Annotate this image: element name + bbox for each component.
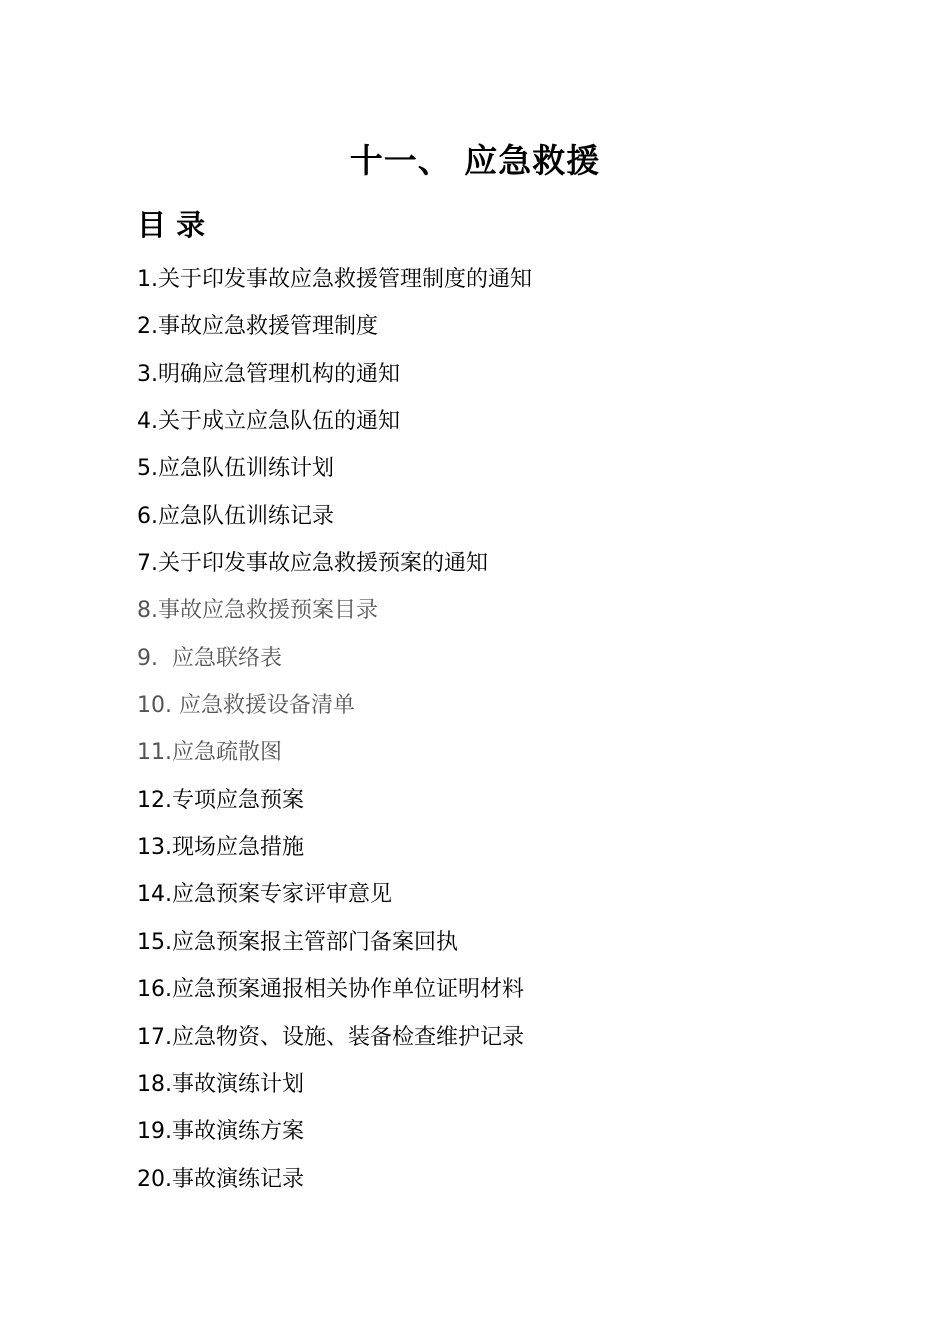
toc-item: 20.事故演练记录 <box>137 1166 304 1192</box>
toc-item: 19.事故演练方案 <box>137 1119 304 1145</box>
toc-item: 5.应急队伍训练计划 <box>137 456 334 482</box>
page-title: 十一、 应急救援 <box>349 141 601 180</box>
toc-item: 6.应急队伍训练记录 <box>137 503 334 529</box>
toc-item: 13.现场应急措施 <box>137 835 304 861</box>
toc-item: 18.事故演练计划 <box>137 1071 304 1097</box>
toc-list <box>137 263 532 1210</box>
toc-item: 7.关于印发事故应急救援预案的通知 <box>137 551 488 577</box>
toc-item: 4.关于成立应急队伍的通知 <box>137 409 400 435</box>
toc-item: 8.事故应急救援预案目录 <box>137 598 378 624</box>
toc-item: 10. 应急救援设备清单 <box>137 693 355 719</box>
toc-item: 14.应急预案专家评审意见 <box>137 882 392 908</box>
toc-item: 16.应急预案通报相关协作单位证明材料 <box>137 977 524 1003</box>
toc-item: 15.应急预案报主管部门备案回执 <box>137 929 458 955</box>
toc-item: 3.明确应急管理机构的通知 <box>137 361 400 387</box>
toc-item: 2.事故应急救援管理制度 <box>137 314 378 340</box>
toc-item: 12.专项应急预案 <box>137 787 304 813</box>
toc-item: 9. 应急联络表 <box>137 645 282 671</box>
toc-item: 1.关于印发事故应急救援管理制度的通知 <box>137 267 532 292</box>
toc-item: 17.应急物资、设施、装备检查维护记录 <box>137 1024 524 1050</box>
toc-heading: 目 录 <box>137 208 206 242</box>
toc-item: 11.应急疏散图 <box>137 740 282 766</box>
